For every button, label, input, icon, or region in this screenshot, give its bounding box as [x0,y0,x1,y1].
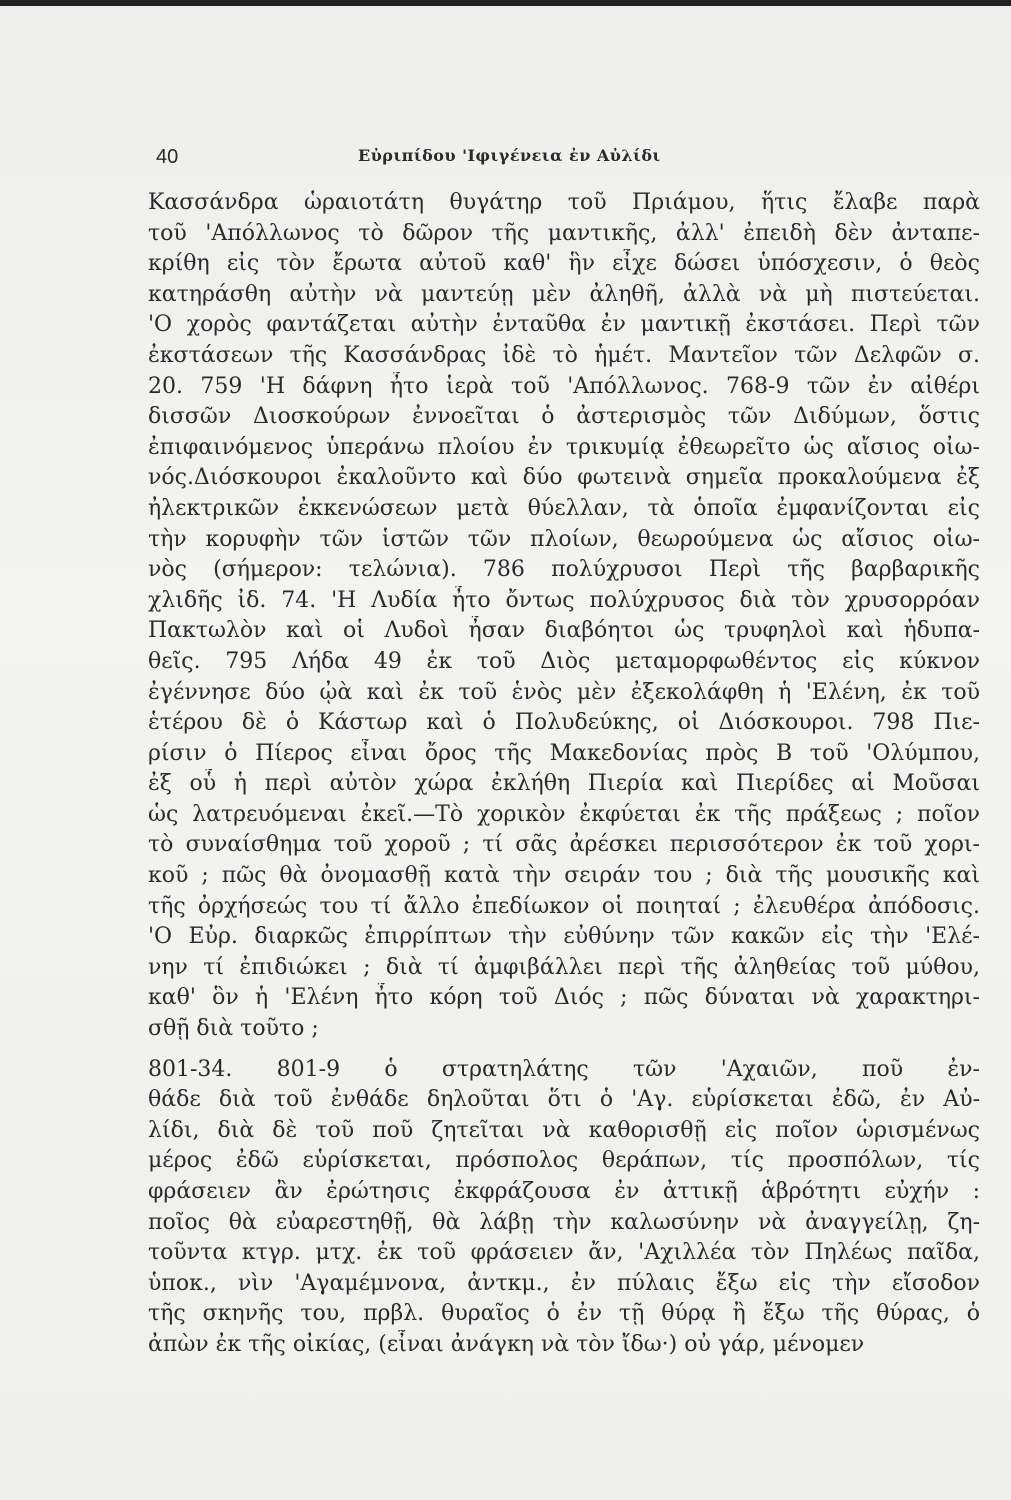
text-line: 801-34. 801-9 ὁ στρατηλάτης τῶν 'Αχαιῶν, ποῦ ἐν- [148,1056,980,1082]
text-line: κοῦ ; πῶς θὰ ὀνομασθῇ κατὰ τὴν σειράν του ; διὰ τῆς μουσικῆς καὶ [148,863,980,889]
paragraph-gap [148,1045,980,1055]
text-line: δισσῶν Διοσκούρων ἐννοεῖται ὁ ἀστερισμὸς τῶν Διδύμων, ὅστις [148,404,980,430]
text-line: ὑποκ., νὶν 'Αγαμέμνονα, ἀντκμ., ἐν πύλαις ἔξω εἰς τὴν εἴσοδον [148,1270,980,1296]
text-line: 20. 759 'Η δάφνη ἦτο ἱερὰ τοῦ 'Απόλλωνος. 768-9 τῶν ἐν αἰθέρι [148,373,980,399]
text-line: καθ' ὃν ἡ 'Ελένη ἦτο κόρη τοῦ Διός ; πῶς δύναται νὰ χαρακτηρι- [148,985,980,1011]
text-line: τὴν κορυφὴν τῶν ἱστῶν τῶν πλοίων, θεωρούμενα ὡς αἴσιος οἰω- [148,526,980,552]
text-line: Πακτωλὸν καὶ οἱ Λυδοὶ ἦσαν διαβόητοι ὡς τρυφηλοὶ καὶ ἡδυπα- [148,618,980,644]
text-line: ἐγέννησε δύο ᾠὰ καὶ ἐκ τοῦ ἑνὸς μὲν ἐξεκολάφθη ἡ 'Ελένη, ἐκ τοῦ [148,679,980,705]
text-line: ἐκστάσεων τῆς Κασσάνδρας ἰδὲ τὸ ἡμέτ. Μαντεῖον τῶν Δελφῶν σ. [148,342,980,368]
text-line: 'Ο χορὸς φαντάζεται αὐτὴν ἐνταῦθα ἐν μαντικῇ ἐκστάσει. Περὶ τῶν [148,312,980,338]
text-line: τῆς ὀρχήσεώς του τί ἄλλο ἐπεδίωκον οἱ ποιηταί ; ἐλευθέρα ἀπόδοσις. [148,893,980,919]
text-line: ὡς λατρευόμεναι ἐκεῖ.—Τὸ χορικὸν ἐκφύεται ἐκ τῆς πράξεως ; ποῖον [148,801,980,827]
text-line: φράσειεν ἂν ἐρώτησις ἐκφράζουσα ἐν ἀττικῇ ἁβρότητι εὐχήν : [148,1179,980,1204]
page-number: 40 [156,146,179,168]
text-line: θεῖς. 795 Λήδα 49 ἐκ τοῦ Διὸς μεταμορφωθέντος εἰς κύκνον [148,648,980,674]
text-line: ἐξ οὗ ἡ περὶ αὐτὸν χώρα ἐκλήθη Πιερία καὶ Πιερίδες αἱ Μοῦσαι [148,771,980,797]
text-line: ἀπὼν ἐκ τῆς οἰκίας, (εἶναι ἀνάγκη νὰ τὸν ἴδω·) οὐ γάρ, μένομεν [148,1331,865,1357]
text-line: κατηράσθη αὐτὴν νὰ μαντεύῃ μὲν ἀληθῆ, ἀλλὰ νὰ μὴ πιστεύεται. [148,281,980,307]
text-line: θάδε διὰ τοῦ ἐνθάδε δηλοῦται ὅτι ὁ 'Αγ. εὑρίσκεται ἐδῶ, ἐν Αὐ- [148,1087,980,1113]
text-line: σθῇ διὰ τοῦτο ; [148,1016,319,1042]
text-line: κρίθη εἰς τὸν ἔρωτα αὐτοῦ καθ' ἣν εἶχε δώσει ὑπόσχεσιν, ὁ θεὸς [148,251,980,277]
body-text [148,188,980,1361]
text-line: τοῦ 'Απόλλωνος τὸ δῶρον τῆς μαντικῆς, ἀλλ' ἐπειδὴ δὲν ἀνταπε- [148,220,980,246]
text-line: νην τί ἐπιδιώκει ; διὰ τί ἀμφιβάλλει περὶ τῆς ἀληθείας τοῦ μύθου, [148,954,980,980]
running-header [148,146,978,176]
running-title: Εὐριπίδου 'Ιφιγένεια ἐν Αὐλίδι [358,146,661,165]
text-line: ἑτέρου δὲ ὁ Κάστωρ καὶ ὁ Πολυδεύκης, οἱ Διόσκουροι. 798 Πιε- [148,710,980,736]
text-line: Κασσάνδρα ὡραιοτάτη θυγάτηρ τοῦ Πριάμου, ἥτις ἔλαβε παρὰ [148,190,980,215]
text-line: ρίσιν ὁ Πίερος εἶναι ὄρος τῆς Μακεδονίας πρὸς Β τοῦ 'Ολύμπου, [148,740,980,766]
text-line: τῆς σκηνῆς του, πρβλ. θυραῖος ὁ ἐν τῇ θύρᾳ ἢ ἔξω τῆς θύρας, ὁ [148,1301,980,1327]
text-line: τὸ συναίσθημα τοῦ χοροῦ ; τί σᾶς ἀρέσκει περισσότερον ἐκ τοῦ χορι- [148,832,980,858]
text-line: λίδι, διὰ δὲ τοῦ ποῦ ζητεῖται νὰ καθορισθῇ εἰς ποῖον ὡρισμένως [148,1117,980,1143]
text-line: νός.Διόσκουροι ἐκαλοῦντο καὶ δύο φωτεινὰ σημεῖα προκαλούμενα ἐξ [148,465,980,491]
text-line: ἐπιφαινόμενος ὑπεράνω πλοίου ἐν τρικυμίᾳ ἐθεωρεῖτο ὡς αἴσιος οἰω- [148,434,980,460]
text-line: νὸς (σήμερον: τελώνια). 786 πολύχρυσοι Περὶ τῆς βαρβαρικῆς [148,557,980,583]
text-line: χλιδῆς ἰδ. 74. 'Η Λυδία ἦτο ὄντως πολύχρυσος διὰ τὸν χρυσορρόαν [148,587,980,613]
text-line: μέρος ἐδῶ εὑρίσκεται, πρόσπολος θεράπων, τίς προσπόλων, τίς [148,1148,980,1174]
text-line: ποῖος θὰ εὐαρεστηθῇ, θὰ λάβῃ τὴν καλωσύνην νὰ ἀναγγείλῃ, ζη- [148,1209,980,1235]
scan-edge [0,0,1011,6]
text-line: ἠλεκτρικῶν ἐκκενώσεων μετὰ θύελλαν, τὰ ὁποῖα ἐμφανίζονται εἰς [148,495,980,521]
text-line: 'Ο Εὐρ. διαρκῶς ἐπιρρίπτων τὴν εὐθύνην τῶν κακῶν εἰς τὴν 'Ελέ- [148,924,980,950]
text-line: τοῦντα κτγρ. μτχ. ἐκ τοῦ φράσειεν ἄν, 'Αχιλλέα τὸν Πηλέως παῖδα, [148,1240,980,1266]
